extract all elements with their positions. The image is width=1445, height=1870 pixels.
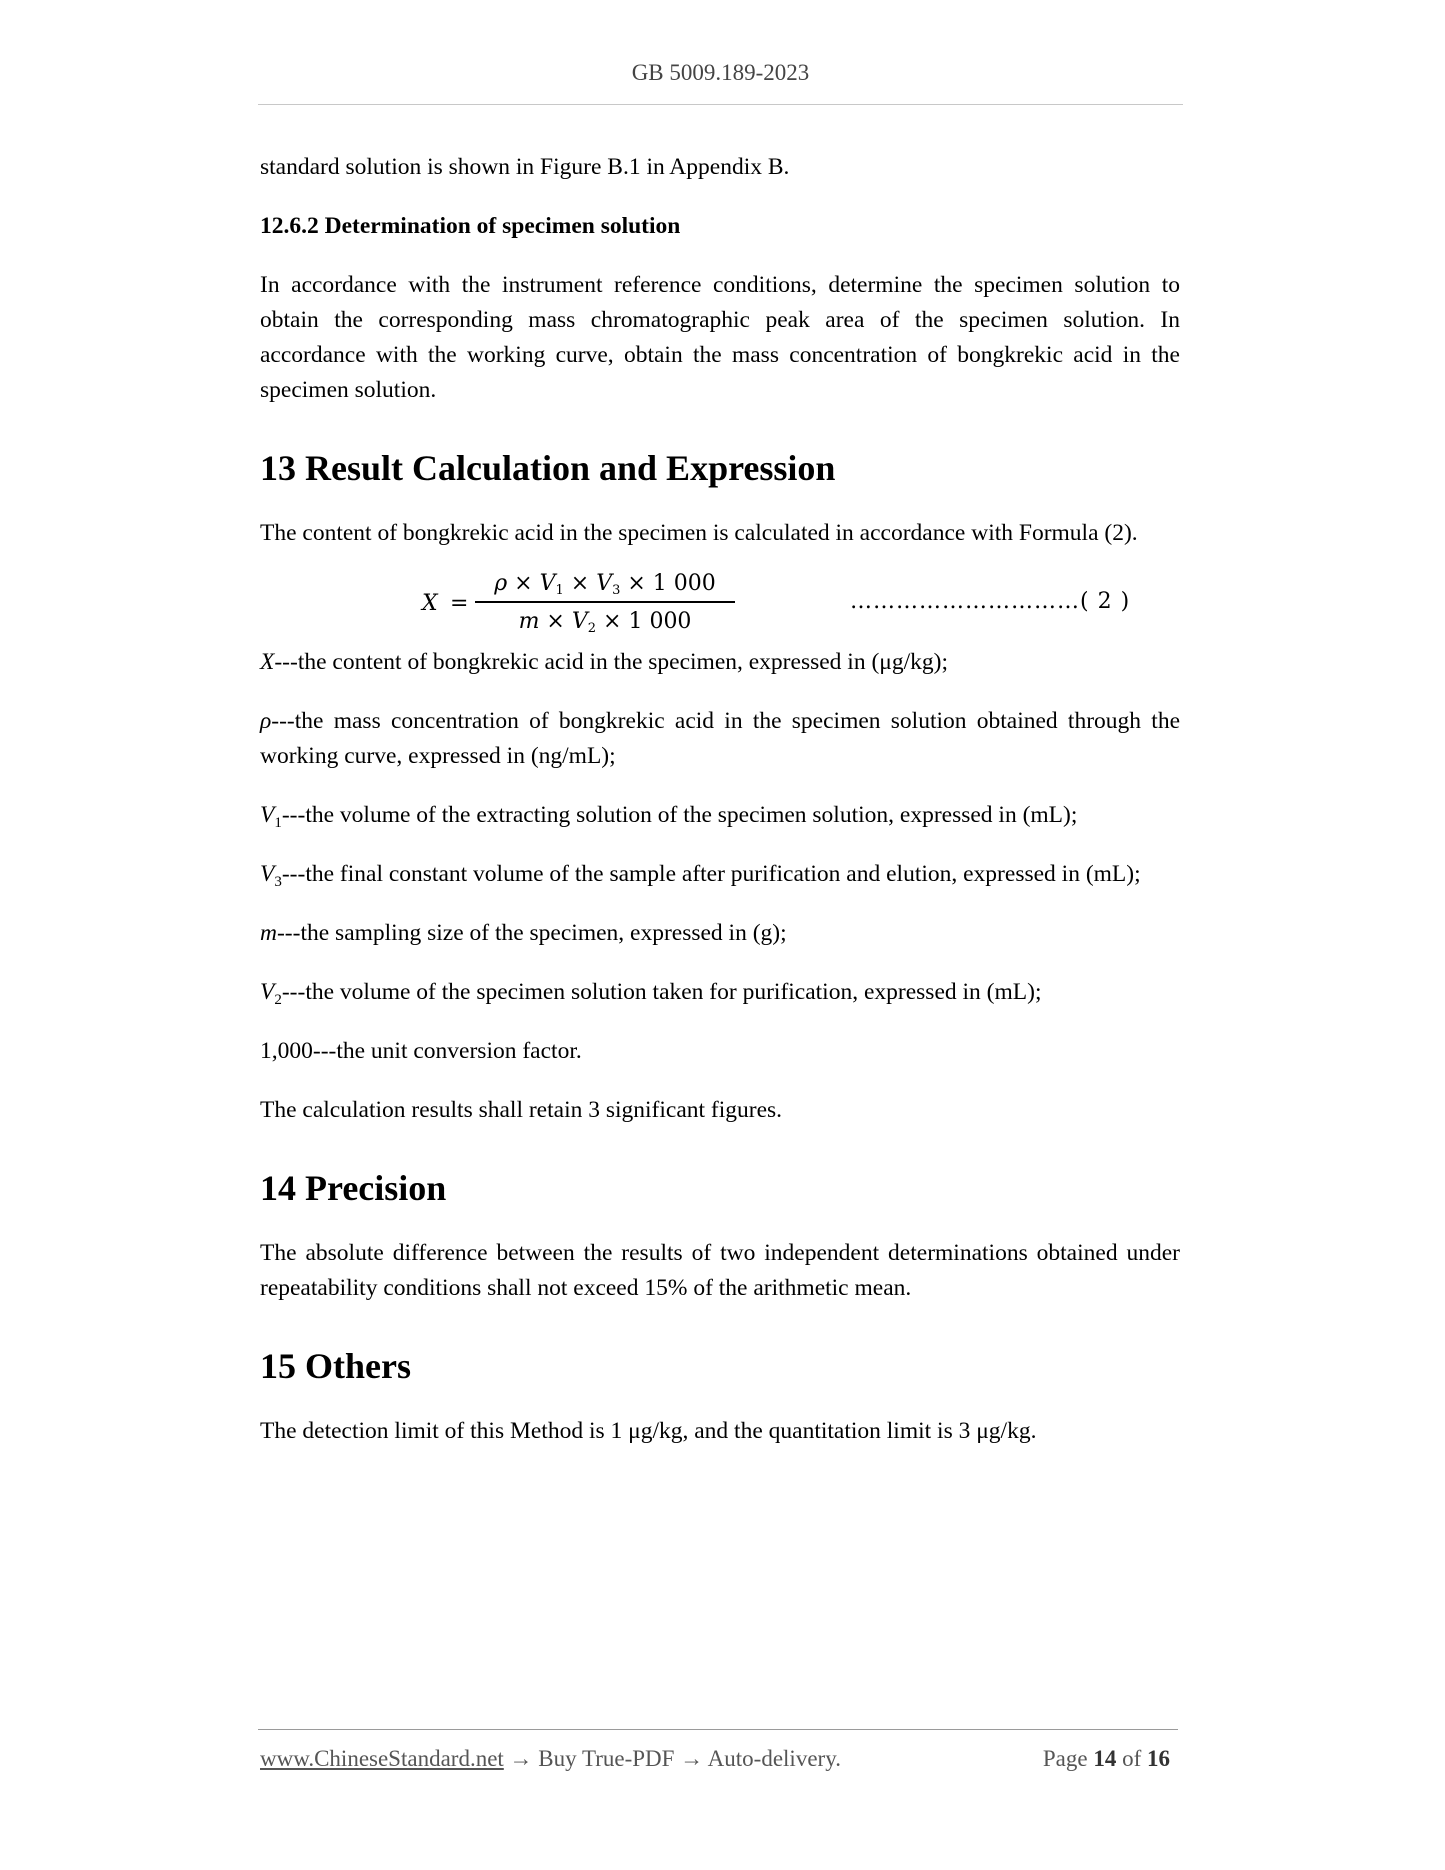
subsection-heading: 12.6.2 Determination of specimen solution xyxy=(260,213,681,239)
formula-denominator: $m \times V_2 \times 1$ 000 xyxy=(518,609,692,636)
definition-factor: 1,000---the unit conversion factor. xyxy=(260,1038,582,1064)
formula-lhs: X xyxy=(422,591,438,616)
subsection-paragraph: In accordance with the instrument reference conditions, determine the specimen solution to obtain the corresponding mass chromatographic peak area of the specimen solution. In accordance with the working curve, obtain the mass concentration of bongkrekic acid in the specimen solution. xyxy=(260,272,1180,403)
formula-numerator: $\rho \times V_1 \times V_3 \times 1$ 000 xyxy=(494,571,716,598)
intro-text: standard solution is shown in Figure B.1 in Appendix B. xyxy=(260,154,790,180)
formula-number: …………………………( 2 ) xyxy=(850,589,1131,614)
buy-text: Buy True-PDF xyxy=(538,1746,675,1771)
section-13-paragraph: The content of bongkrekic acid in the specimen is calculated in accordance with Formula (2). xyxy=(260,520,1138,546)
document-header: GB 5009.189-2023 xyxy=(631,60,810,85)
section-13-heading: 13 Result Calculation and Expression xyxy=(260,448,836,488)
section-14-paragraph: The absolute difference between the results of two independent determinations obtained under repeatability conditions shall not exceed 15% of the arithmetic mean. xyxy=(260,1240,1180,1301)
footer-divider xyxy=(258,1729,1178,1730)
section-15-heading: 15 Others xyxy=(260,1346,411,1386)
page-footer xyxy=(260,1746,1178,1772)
definition-rho: ρ---the mass concentration of bongkrekic acid in the specimen solution obtained through the working curve, expressed in (ng/mL); xyxy=(260,708,1180,769)
definition-m: m---the sampling size of the specimen, expressed in (g); xyxy=(260,920,787,946)
result-note: The calculation results shall retain 3 significant figures. xyxy=(260,1097,783,1123)
page-number: Page 14 of 16 xyxy=(1042,1746,1170,1771)
formula-equals: = xyxy=(450,591,469,616)
fraction-bar xyxy=(475,601,735,603)
page-content xyxy=(260,150,1180,1449)
definition-x: X---the content of bongkrekic acid in the specimen, expressed in (μg/kg); xyxy=(260,649,948,675)
arrow-right-icon: → xyxy=(674,1746,708,1771)
arrow-right-icon: → xyxy=(503,1746,539,1771)
section-14-heading: 14 Precision xyxy=(260,1168,447,1208)
definition-v1: $V_1--$-the volume of the extracting solution of the specimen solution, expressed in (mL); xyxy=(260,802,1078,831)
delivery-text: Auto-delivery. xyxy=(707,1746,841,1771)
header-divider xyxy=(258,104,1183,105)
formula-2 xyxy=(260,566,1180,641)
definition-v2: $V_2--$-the volume of the specimen solution taken for purification, expressed in (mL); xyxy=(260,979,1042,1008)
website-link[interactable]: www.ChineseStandard.net xyxy=(260,1746,504,1771)
definition-v3: $V_3--$-the final constant volume of the sample after purification and elution, expressed in (mL); xyxy=(260,861,1141,890)
section-15-paragraph: The detection limit of this Method is 1 μg/kg, and the quantitation limit is 3 μg/kg. xyxy=(260,1418,1037,1444)
